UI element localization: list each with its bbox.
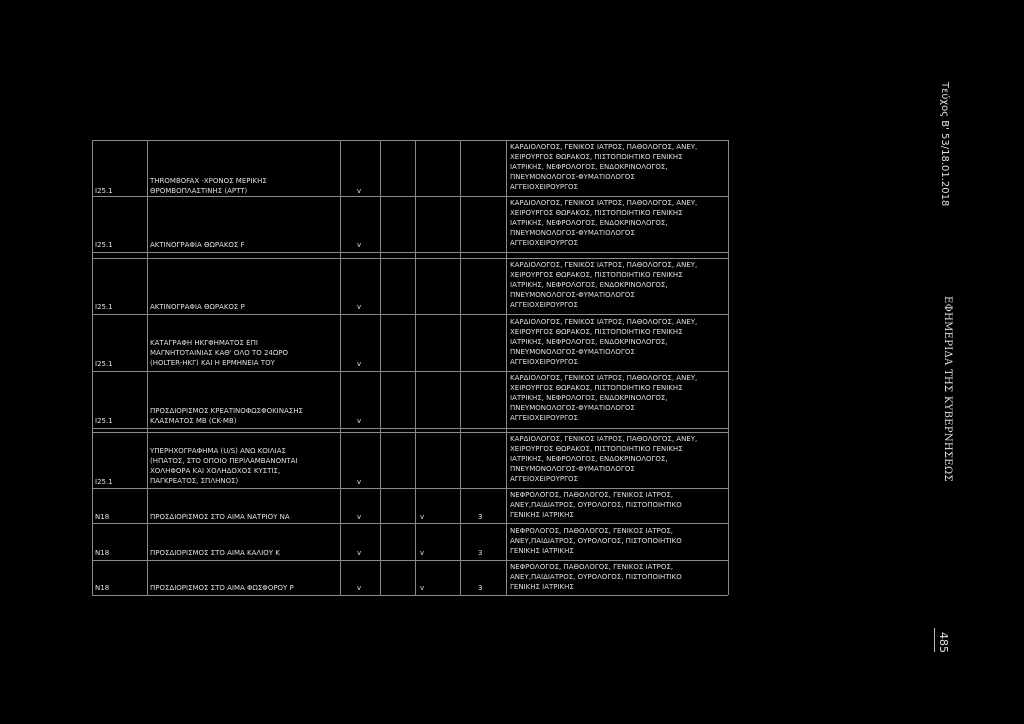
row-code: Ν18: [95, 513, 110, 521]
row-specialties: ΝΕΦΡΟΛΟΓΟΣ, ΠΑΘΟΛΟΓΟΣ, ΓΕΝΙΚΟΣ ΙΑΤΡΟΣ, ΑΝΕΥ,ΠΑΙΔΙΑΤΡΟΣ, ΟΥΡΟΛΟΓΟΣ, ΠΙΣΤΟΠΟΙΗΤΙΚΟ ΓΕΝΙΚΗΣ ΙΑΤΡΙΚΗΣ: [510, 491, 682, 519]
row-description: ΚΑΤΑΓΡΑΦΗ ΗΚΓΦΗΜΑΤΟΣ ΕΠΙ ΜΑΓΝΗΤΟΤΑΙΝΙΑΣ ΚΑΘ' ΟΛΟ ΤΟ 24ΩΡΟ (HOLTER-ΗΚΓ) ΚΑΙ Η ΕΡΜΗΝΕΙΑ ΤΟΥ: [150, 339, 288, 367]
row-count: 3: [478, 513, 483, 521]
row-description: ΠΡΟΣΔΙΟΡΙΣΜΟΣ ΣΤΟ ΑΙΜΑ ΦΩΣΦΟΡΟΥ Ρ: [150, 584, 294, 592]
row-mark: v: [357, 417, 362, 425]
row-description: ΥΠΕΡΗΧΟΓΡΑΦΗΜΑ (U/S) ΑΝΩ ΚΟΙΛΙΑΣ (ΗΠΑΤΟΣ, ΣΤΟ ΟΠΟΙΟ ΠΕΡΙΛΑΜΒΑΝΟΝΤΑΙ ΧΟΛΗΦΟΡΑ ΚΑΙ ΧΟΛΗΔΟΧΟΣ ΚΥΣΤΙΣ, ΠΑΓΚΡΕΑΤΟΣ, ΣΠΛΗΝΟΣ): [150, 447, 298, 485]
grid-line: [460, 140, 461, 595]
page-number: 485: [937, 632, 950, 653]
row-mark: v: [357, 360, 362, 368]
row-mark: v: [420, 584, 425, 592]
grid-line: [92, 432, 728, 433]
row-description: ΠΡΟΣΔΙΟΡΙΣΜΟΣ ΣΤΟ ΑΙΜΑ ΚΑΛΙΟΥ Κ: [150, 549, 280, 557]
grid-line: [340, 140, 341, 595]
row-code: Ν18: [95, 584, 110, 592]
row-code: Ι25.1: [95, 303, 113, 311]
grid-line: [92, 371, 728, 372]
row-code: Ι25.1: [95, 360, 113, 368]
issue-label: Τεύχος Β' 53/18.01.2018: [939, 82, 950, 207]
row-mark: v: [357, 513, 362, 521]
row-mark: v: [357, 241, 362, 249]
row-code: Ι25.1: [95, 478, 113, 486]
row-description: ΑΚΤΙΝΟΓΡΑΦΙΑ ΘΩΡΑΚΟΣ P: [150, 303, 245, 311]
row-count: 3: [478, 584, 483, 592]
grid-line: [92, 560, 728, 561]
grid-line: [147, 140, 148, 595]
row-mark: v: [357, 303, 362, 311]
row-description: THROMBOFAX -ΧΡΟΝΟΣ ΜΕΡΙΚΗΣ ΘΡΟΜΒΟΠΛΑΣΤΙΝΗΣ (APTT): [150, 177, 267, 195]
grid-line: [92, 252, 728, 253]
row-mark: v: [357, 549, 362, 557]
row-description: ΑΚΤΙΝΟΓΡΑΦΙΑ ΘΩΡΑΚΟΣ F: [150, 241, 245, 249]
row-description: ΠΡΟΣΔΙΟΡΙΣΜΟΣ ΣΤΟ ΑΙΜΑ ΝΑΤΡΙΟΥ ΝΑ: [150, 513, 290, 521]
row-specialties: ΚΑΡΔΙΟΛΟΓΟΣ, ΓΕΝΙΚΟΣ ΙΑΤΡΟΣ, ΠΑΘΟΛΟΓΟΣ, ΑΝΕΥ, ΧΕΙΡΟΥΡΓΟΣ ΘΩΡΑΚΟΣ, ΠΙΣΤΟΠΟΙΗΤΙΚΟ ΓΕΝΙΚΗΣ ΙΑΤΡΙΚΗΣ, ΝΕΦΡΟΛΟΓΟΣ, ΕΝΔΟΚΡΙΝΟΛΟΓΟΣ, ΠΝΕΥΜΟΝΟΛΟΓΟΣ-ΦΥΜΑΤΙΟΛΟΓΟΣ ΑΓΓΕΙΟΧΕΙΡΟΥΡΓΟΣ: [510, 261, 698, 309]
grid-line: [92, 140, 728, 141]
grid-line: [92, 196, 728, 197]
row-mark: v: [420, 549, 425, 557]
grid-line: [728, 140, 729, 595]
row-mark: v: [357, 584, 362, 592]
row-specialties: ΚΑΡΔΙΟΛΟΓΟΣ, ΓΕΝΙΚΟΣ ΙΑΤΡΟΣ, ΠΑΘΟΛΟΓΟΣ, ΑΝΕΥ, ΧΕΙΡΟΥΡΓΟΣ ΘΩΡΑΚΟΣ, ΠΙΣΤΟΠΟΙΗΤΙΚΟ ΓΕΝΙΚΗΣ ΙΑΤΡΙΚΗΣ, ΝΕΦΡΟΛΟΓΟΣ, ΕΝΔΟΚΡΙΝΟΛΟΓΟΣ, ΠΝΕΥΜΟΝΟΛΟΓΟΣ-ΦΥΜΑΤΙΟΛΟΓΟΣ ΑΓΓΕΙΟΧΕΙΡΟΥΡΓΟΣ: [510, 143, 698, 191]
grid-line: [92, 428, 728, 429]
row-specialties: ΚΑΡΔΙΟΛΟΓΟΣ, ΓΕΝΙΚΟΣ ΙΑΤΡΟΣ, ΠΑΘΟΛΟΓΟΣ, ΑΝΕΥ, ΧΕΙΡΟΥΡΓΟΣ ΘΩΡΑΚΟΣ, ΠΙΣΤΟΠΟΙΗΤΙΚΟ ΓΕΝΙΚΗΣ ΙΑΤΡΙΚΗΣ, ΝΕΦΡΟΛΟΓΟΣ, ΕΝΔΟΚΡΙΝΟΛΟΓΟΣ, ΠΝΕΥΜΟΝΟΛΟΓΟΣ-ΦΥΜΑΤΙΟΛΟΓΟΣ ΑΓΓΕΙΟΧΕΙΡΟΥΡΓΟΣ: [510, 199, 698, 247]
grid-line: [92, 258, 728, 259]
row-specialties: ΚΑΡΔΙΟΛΟΓΟΣ, ΓΕΝΙΚΟΣ ΙΑΤΡΟΣ, ΠΑΘΟΛΟΓΟΣ, ΑΝΕΥ, ΧΕΙΡΟΥΡΓΟΣ ΘΩΡΑΚΟΣ, ΠΙΣΤΟΠΟΙΗΤΙΚΟ ΓΕΝΙΚΗΣ ΙΑΤΡΙΚΗΣ, ΝΕΦΡΟΛΟΓΟΣ, ΕΝΔΟΚΡΙΝΟΛΟΓΟΣ, ΠΝΕΥΜΟΝΟΛΟΓΟΣ-ΦΥΜΑΤΙΟΛΟΓΟΣ ΑΓΓΕΙΟΧΕΙΡΟΥΡΓΟΣ: [510, 435, 698, 483]
grid-line: [415, 140, 416, 595]
row-code: Ι25.1: [95, 187, 113, 195]
row-specialties: ΚΑΡΔΙΟΛΟΓΟΣ, ΓΕΝΙΚΟΣ ΙΑΤΡΟΣ, ΠΑΘΟΛΟΓΟΣ, ΑΝΕΥ, ΧΕΙΡΟΥΡΓΟΣ ΘΩΡΑΚΟΣ, ΠΙΣΤΟΠΟΙΗΤΙΚΟ ΓΕΝΙΚΗΣ ΙΑΤΡΙΚΗΣ, ΝΕΦΡΟΛΟΓΟΣ, ΕΝΔΟΚΡΙΝΟΛΟΓΟΣ, ΠΝΕΥΜΟΝΟΛΟΓΟΣ-ΦΥΜΑΤΙΟΛΟΓΟΣ ΑΓΓΕΙΟΧΕΙΡΟΥΡΓΟΣ: [510, 374, 698, 422]
grid-line: [92, 488, 728, 489]
grid-line: [92, 314, 728, 315]
grid-line: [506, 140, 507, 595]
row-mark: v: [357, 187, 362, 195]
row-specialties: ΝΕΦΡΟΛΟΓΟΣ, ΠΑΘΟΛΟΓΟΣ, ΓΕΝΙΚΟΣ ΙΑΤΡΟΣ, ΑΝΕΥ,ΠΑΙΔΙΑΤΡΟΣ, ΟΥΡΟΛΟΓΟΣ, ΠΙΣΤΟΠΟΙΗΤΙΚΟ ΓΕΝΙΚΗΣ ΙΑΤΡΙΚΗΣ: [510, 527, 682, 555]
row-count: 3: [478, 549, 483, 557]
row-code: Ν18: [95, 549, 110, 557]
grid-line: [92, 140, 93, 595]
row-code: Ι25.1: [95, 241, 113, 249]
grid-line: [380, 140, 381, 595]
row-specialties: ΝΕΦΡΟΛΟΓΟΣ, ΠΑΘΟΛΟΓΟΣ, ΓΕΝΙΚΟΣ ΙΑΤΡΟΣ, ΑΝΕΥ,ΠΑΙΔΙΑΤΡΟΣ, ΟΥΡΟΛΟΓΟΣ, ΠΙΣΤΟΠΟΙΗΤΙΚΟ ΓΕΝΙΚΗΣ ΙΑΤΡΙΚΗΣ: [510, 563, 682, 591]
gazette-title: ΕΦΗΜΕΡΙΔΑ ΤΗΣ ΚΥΒΕΡΝΗΣΕΩΣ: [942, 296, 953, 482]
row-code: Ι25.1: [95, 417, 113, 425]
row-mark: v: [420, 513, 425, 521]
row-mark: v: [357, 478, 362, 486]
row-specialties: ΚΑΡΔΙΟΛΟΓΟΣ, ΓΕΝΙΚΟΣ ΙΑΤΡΟΣ, ΠΑΘΟΛΟΓΟΣ, ΑΝΕΥ, ΧΕΙΡΟΥΡΓΟΣ ΘΩΡΑΚΟΣ, ΠΙΣΤΟΠΟΙΗΤΙΚΟ ΓΕΝΙΚΗΣ ΙΑΤΡΙΚΗΣ, ΝΕΦΡΟΛΟΓΟΣ, ΕΝΔΟΚΡΙΝΟΛΟΓΟΣ, ΠΝΕΥΜΟΝΟΛΟΓΟΣ-ΦΥΜΑΤΙΟΛΟΓΟΣ ΑΓΓΕΙΟΧΕΙΡΟΥΡΓΟΣ: [510, 318, 698, 366]
grid-line: [92, 595, 728, 596]
grid-line: [92, 523, 728, 524]
margin-rule: [934, 628, 935, 652]
row-description: ΠΡΟΣΔΙΟΡΙΣΜΟΣ ΚΡΕΑΤΙΝΟΦΩΣΦΟΚΙΝΑΣΗΣ ΚΛΑΣΜΑΤΟΣ ΜΒ (CK-MB): [150, 407, 303, 425]
